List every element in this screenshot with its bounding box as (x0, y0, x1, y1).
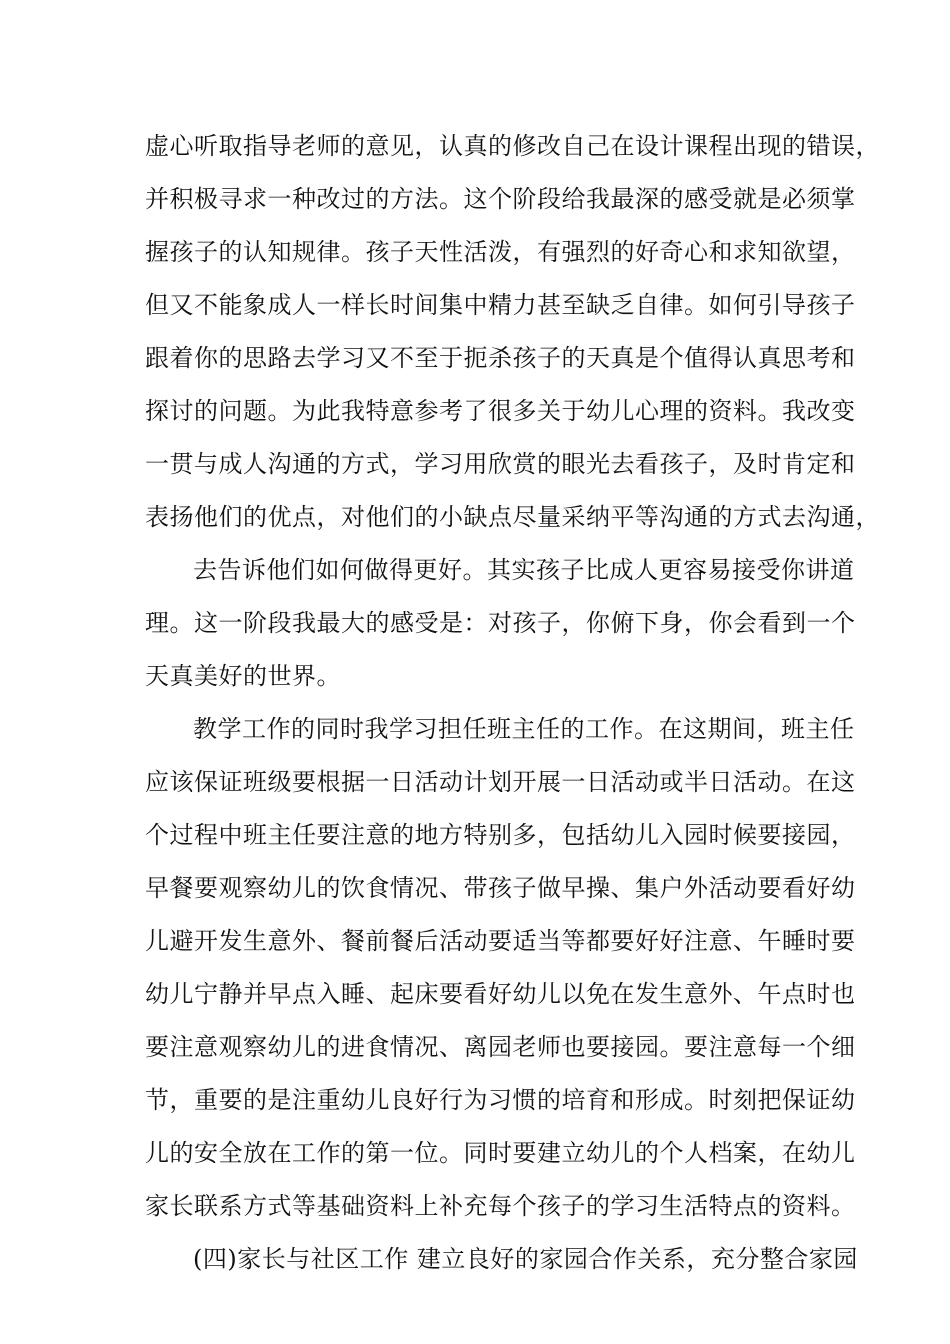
text-line: 跟着你的思路去学习又不至于扼杀孩子的天真是个值得认真思考和 (145, 344, 856, 372)
text-line: 儿的安全放在工作的第一位。同时要建立幼儿的个人档案，在幼儿 (145, 1139, 856, 1167)
paragraph-start-line: 去告诉他们如何做得更好。其实孩子比成人更容易接受你讲道 (193, 556, 855, 584)
text-line: 早餐要观察幼儿的饮食情况、带孩子做早操、集户外活动要看好幼 (145, 874, 856, 902)
text-line: 一贯与成人沟通的方式，学习用欣赏的眼光去看孩子，及时肯定和 (145, 450, 856, 478)
text-line: 个过程中班主任要注意的地方特别多，包括幼儿入园时候要接园， (145, 821, 856, 849)
text-line: 家长联系方式等基础资料上补充每个孩子的学习生活特点的资料。 (145, 1192, 856, 1220)
text-line: 应该保证班级要根据一日活动计划开展一日活动或半日活动。在这 (145, 768, 856, 796)
text-line: 天真美好的世界。 (145, 662, 341, 690)
text-line: 表扬他们的优点，对他们的小缺点尽量采纳平等沟通的方式去沟通， (145, 503, 880, 531)
text-line: 虚心听取指导老师的意见，认真的修改自己在设计课程出现的错误， (145, 132, 880, 160)
text-line: 要注意观察幼儿的进食情况、离园老师也要接园。要注意每一个细 (145, 1033, 856, 1061)
paragraph-start-line: 教学工作的同时我学习担任班主任的工作。在这期间，班主任 (193, 715, 855, 743)
section-heading-line: (四)家长与社区工作 建立良好的家园合作关系，充分整合家园 (193, 1245, 858, 1273)
text-line: 握孩子的认知规律。孩子天性活泼，有强烈的好奇心和求知欲望， (145, 238, 856, 266)
text-line: 并积极寻求一种改过的方法。这个阶段给我最深的感受就是必须掌 (145, 185, 856, 213)
text-line: 但又不能象成人一样长时间集中精力甚至缺乏自律。如何引导孩子 (145, 291, 856, 319)
text-line: 节，重要的是注重幼儿良好行为习惯的培育和形成。时刻把保证幼 (145, 1086, 856, 1114)
text-line: 理。这一阶段我最大的感受是：对孩子，你俯下身，你会看到一个 (145, 609, 856, 637)
text-line: 幼儿宁静并早点入睡、起床要看好幼儿以免在发生意外、午点时也 (145, 980, 856, 1008)
text-line: 儿避开发生意外、餐前餐后活动要适当等都要好好注意、午睡时要 (145, 927, 856, 955)
text-line: 探讨的问题。为此我特意参考了很多关于幼儿心理的资料。我改变 (145, 397, 856, 425)
